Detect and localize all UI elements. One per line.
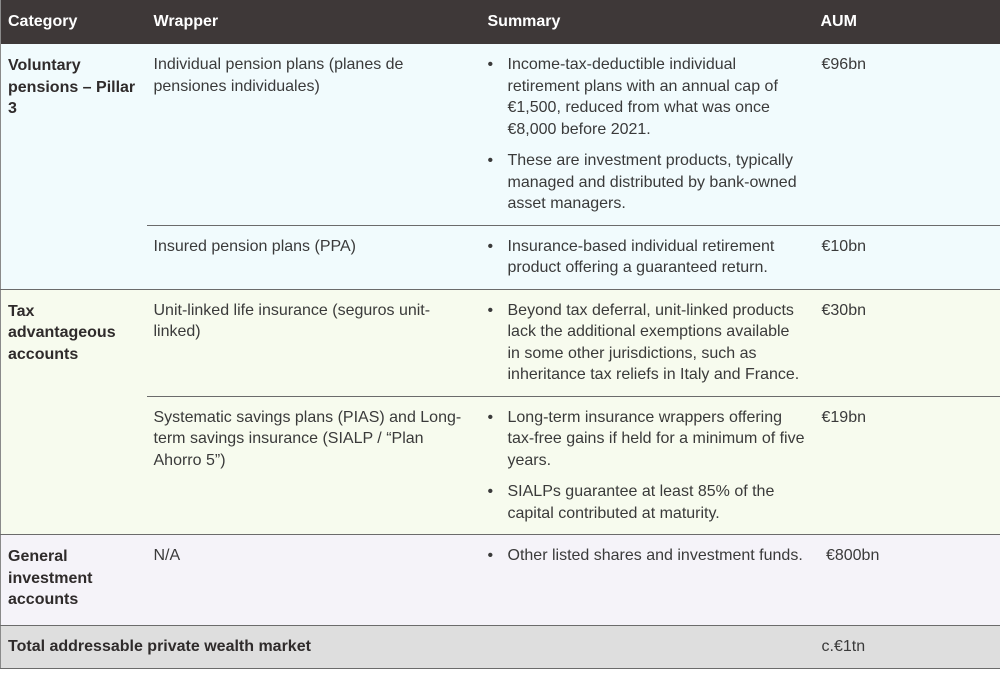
aum-cell: €10bn [814,225,1000,289]
summary-cell [481,289,814,396]
summary-cell [481,225,814,289]
category-cell: Voluntary pensions – Pillar 3 [1,44,147,289]
summary-bullet: • SIALPs guarantee at least 85% of the capital contributed at maturity. [488,481,806,524]
table-row [1,396,1000,535]
header-summary: Summary [481,0,814,44]
summary-bullet: • Other listed shares and investment funds. [488,545,806,567]
header-aum: AUM [814,0,1000,44]
summary-list [488,236,806,279]
aum-cell: €96bn [814,44,1000,225]
table-row [1,535,1000,626]
total-aum: c.€1tn [814,625,1000,668]
table-row [1,289,1000,396]
summary-bullet: • Beyond tax deferral, unit-linked products lack the additional exemptions available in some other jurisdictions, such as inheritance tax reliefs in Italy and France. [488,300,806,386]
summary-bullet: • These are investment products, typically managed and distributed by bank-owned asset managers. [488,150,806,215]
summary-list [488,54,806,215]
summary-cell [481,535,814,626]
wrapper-cell: Systematic savings plans (PIAS) and Long-term savings insurance (SIALP / “Plan Ahorro 5”) [147,396,481,535]
table-row [1,225,1000,289]
summary-cell [481,396,814,535]
aum-cell: €19bn [814,396,1000,535]
summary-bullet: • Long-term insurance wrappers offering tax-free gains if held for a minimum of five years. [488,407,806,472]
header-row [1,0,1000,44]
aum-cell: €30bn [814,289,1000,396]
header-wrapper: Wrapper [147,0,481,44]
header-category: Category [1,0,147,44]
wrapper-cell: Unit-linked life insurance (seguros unit-linked) [147,289,481,396]
total-label: Total addressable private wealth market [1,625,814,668]
total-row [1,625,1000,668]
table-row [1,44,1000,225]
wrapper-cell: Insured pension plans (PPA) [147,225,481,289]
summary-list [488,545,806,567]
wrapper-cell: N/A [147,535,481,626]
summary-cell [481,44,814,225]
summary-list [488,407,806,525]
summary-bullet: • Insurance-based individual retirement product offering a guaranteed return. [488,236,806,279]
summary-list [488,300,806,386]
aum-cell: €800bn [814,535,1000,626]
wrapper-cell: Individual pension plans (planes de pensiones individuales) [147,44,481,225]
summary-bullet: • Income-tax-deductible individual retirement plans with an annual cap of €1,500, reduced from what was once €8,000 before 2021. [488,54,806,140]
category-cell: General investment accounts [1,535,147,626]
category-cell: Tax advantageous accounts [1,289,147,535]
